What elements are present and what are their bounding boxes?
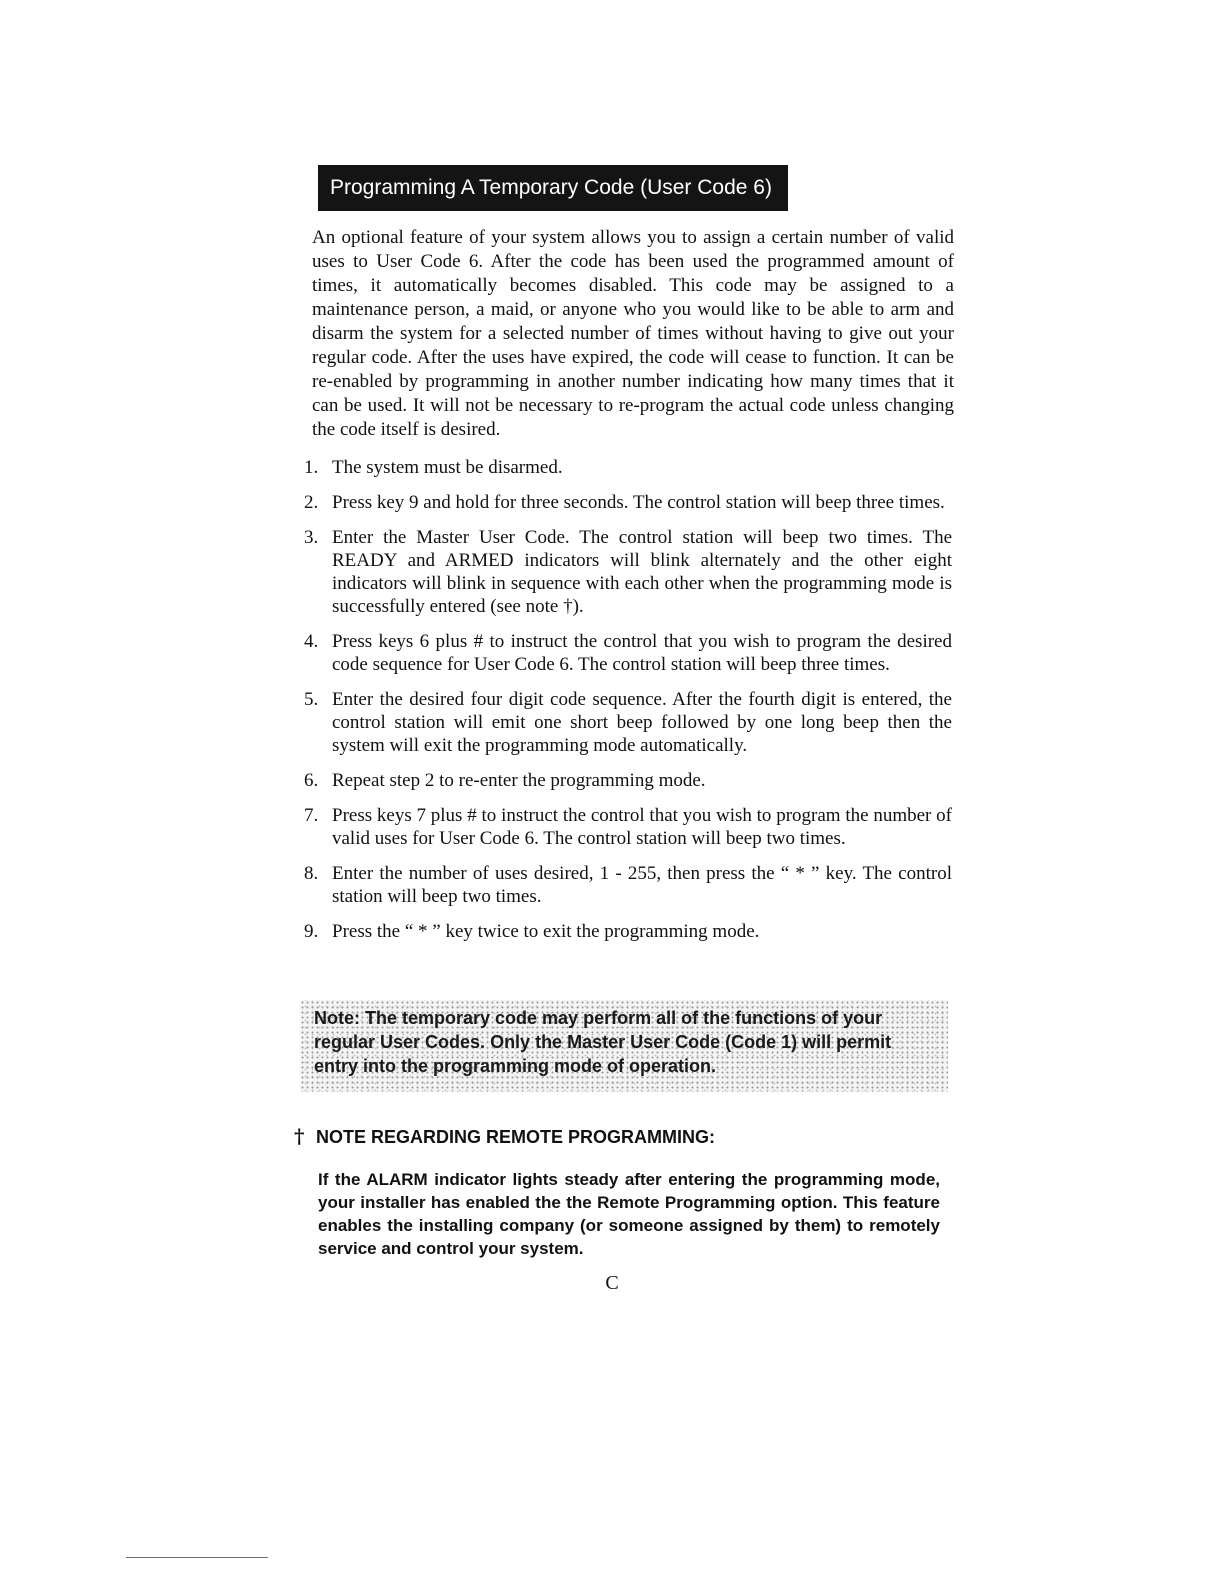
step-item: [300, 804, 952, 850]
dagger-icon: †: [294, 1124, 305, 1148]
remote-programming-text: If the ALARM indicator lights steady after entering the programming mode, your installer has enabled the the Remote Programming option. This feature enables the installing company (or someone assigned by them) to remotely service and control your system.: [318, 1170, 940, 1258]
section-title: Programming A Temporary Code (User Code 6): [318, 165, 788, 211]
step-item: [300, 630, 952, 676]
intro-paragraph: An optional feature of your system allows you to assign a certain number of valid uses to User Code 6. After the code has been used the programmed amount of times, it automatically becomes disabled. This code may be assigned to a maintenance person, a maid, or anyone who you would like to be able to arm and disarm the system for a selected number of times without having to give out your regular code. After the uses have expired, the code will cease to function. It can be re-enabled by programming in another number indicating how many times that it can be used. It will not be necessary to re-program the actual code unless changing the code itself is desired.: [312, 227, 954, 440]
step-number: 5.: [304, 689, 319, 710]
step-item: [300, 456, 952, 479]
page-label: C: [605, 1272, 619, 1294]
step-number: 1.: [304, 457, 319, 478]
step-number: 4.: [304, 631, 319, 652]
step-text: The system must be disarmed.: [332, 457, 563, 478]
step-item: [300, 491, 952, 514]
step-text: Press keys 6 plus # to instruct the control that you wish to program the desired code sequence for User Code 6. The control station will beep three times.: [332, 631, 952, 675]
step-item: [300, 862, 952, 908]
remote-heading-text: NOTE REGARDING REMOTE PROGRAMMING:: [316, 1127, 715, 1147]
step-number: 3.: [304, 527, 319, 548]
step-item: [300, 920, 952, 943]
step-text: Press key 9 and hold for three seconds. The control station will beep three times.: [332, 492, 945, 513]
step-number: 2.: [304, 492, 319, 513]
step-text: Repeat step 2 to re-enter the programming mode.: [332, 770, 706, 791]
steps-list: [300, 456, 952, 955]
step-number: 9.: [304, 921, 319, 942]
step-item: [300, 688, 952, 757]
step-number: 6.: [304, 770, 319, 791]
step-number: 8.: [304, 863, 319, 884]
note-text: Note: The temporary code may perform all of the functions of your regular User Codes. Only the Master User Code (Code 1) will permit entry into the programming mode of operation.: [314, 1008, 892, 1076]
step-text: Enter the desired four digit code sequence. After the fourth digit is entered, the control station will emit one short beep followed by one long beep then the system will exit the programming mode automatically.: [332, 689, 952, 756]
footer-divider: [126, 1557, 268, 1558]
step-item: [300, 769, 952, 792]
step-item: [300, 526, 952, 618]
step-number: 7.: [304, 805, 319, 826]
step-text: Enter the number of uses desired, 1 - 255, then press the “ * ” key. The control station will beep two times.: [332, 863, 952, 907]
step-text: Press the “ * ” key twice to exit the programming mode.: [332, 921, 760, 942]
step-text: Enter the Master User Code. The control station will beep two times. The READY and ARMED indicators will blink alternately and the other eight indicators will blink in sequence with each other when the programming mode is successfully entered (see note †).: [332, 527, 952, 617]
note-box: [300, 1000, 948, 1092]
step-text: Press keys 7 plus # to instruct the control that you wish to program the number of valid uses for User Code 6. The control station will beep two times.: [332, 805, 952, 849]
remote-programming-heading: [294, 1124, 715, 1148]
